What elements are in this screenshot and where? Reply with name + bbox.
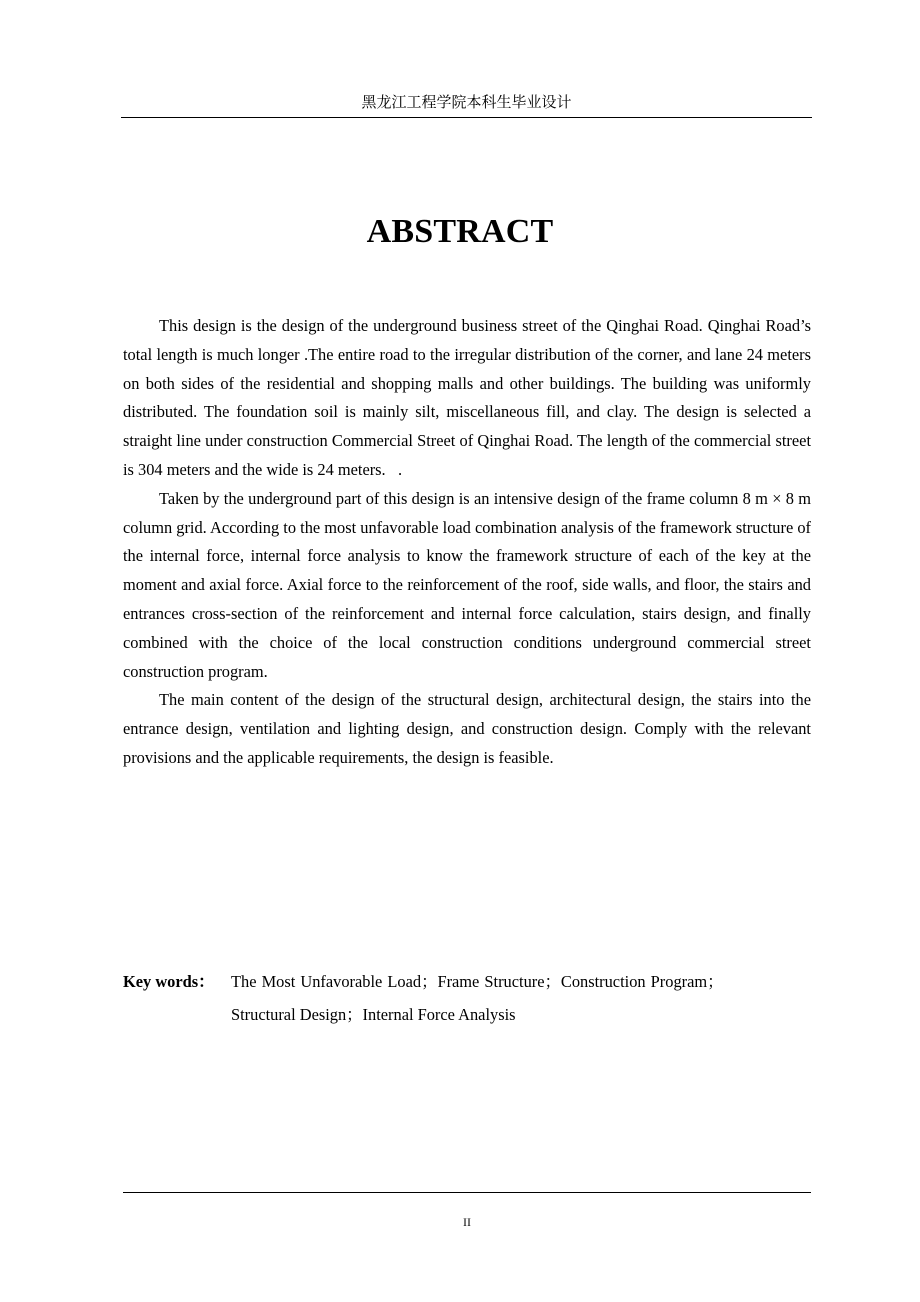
- abstract-body: [123, 312, 811, 773]
- page-title: ABSTRACT: [366, 213, 554, 250]
- abstract-paragraph-3: The main content of the design of the structural design, architectural design, the stairs into the entrance design, ventilation and lighting design, and construction design. Comply with the relevant provisions and the applicable requirements, the design is feasible.: [123, 690, 811, 767]
- running-header: [121, 88, 812, 118]
- running-header-text: 黑龙江工程学院本科生毕业设计: [361, 93, 572, 111]
- keywords-line-1: The Most Unfavorable Load；Frame Structure；Construction Program；: [231, 972, 724, 991]
- keywords-section: [123, 966, 811, 1031]
- abstract-paragraph-1: This design is the design of the underground business street of the Qinghai Road. Qinghai Road’s total length is much longer .The entire road to the irregular distribution of the corner, and lane 24 meters on both sides of the residential and shopping malls and other buildings. The building was uniformly distributed. The foundation soil is mainly silt, miscellaneous fill, and clay. The design is selected a straight line under construction Commercial Street of Qinghai Road. The length of the commercial street is 304 meters and the wide is 24 meters. .: [123, 316, 811, 479]
- keywords-row: [123, 966, 811, 999]
- page-number: II: [463, 1215, 471, 1229]
- page-footer: [123, 1192, 811, 1229]
- keywords-line-2: Structural Design；Internal Force Analysis: [231, 1004, 516, 1024]
- abstract-paragraph-2: Taken by the underground part of this design is an intensive design of the frame column 8 m × 8 m column grid. According to the most unfavorable load combination analysis of the framework structure of the internal force, internal force analysis to know the framework structure of each of the key at the moment and axial force. Axial force to the reinforcement of the roof, side walls, and floor, the stairs and entrances cross-section of the reinforcement and internal force calculation, stairs design, and finally combined with the choice of the local construction conditions underground commercial street construction program.: [123, 488, 811, 681]
- keywords-label: Key words：: [123, 972, 215, 991]
